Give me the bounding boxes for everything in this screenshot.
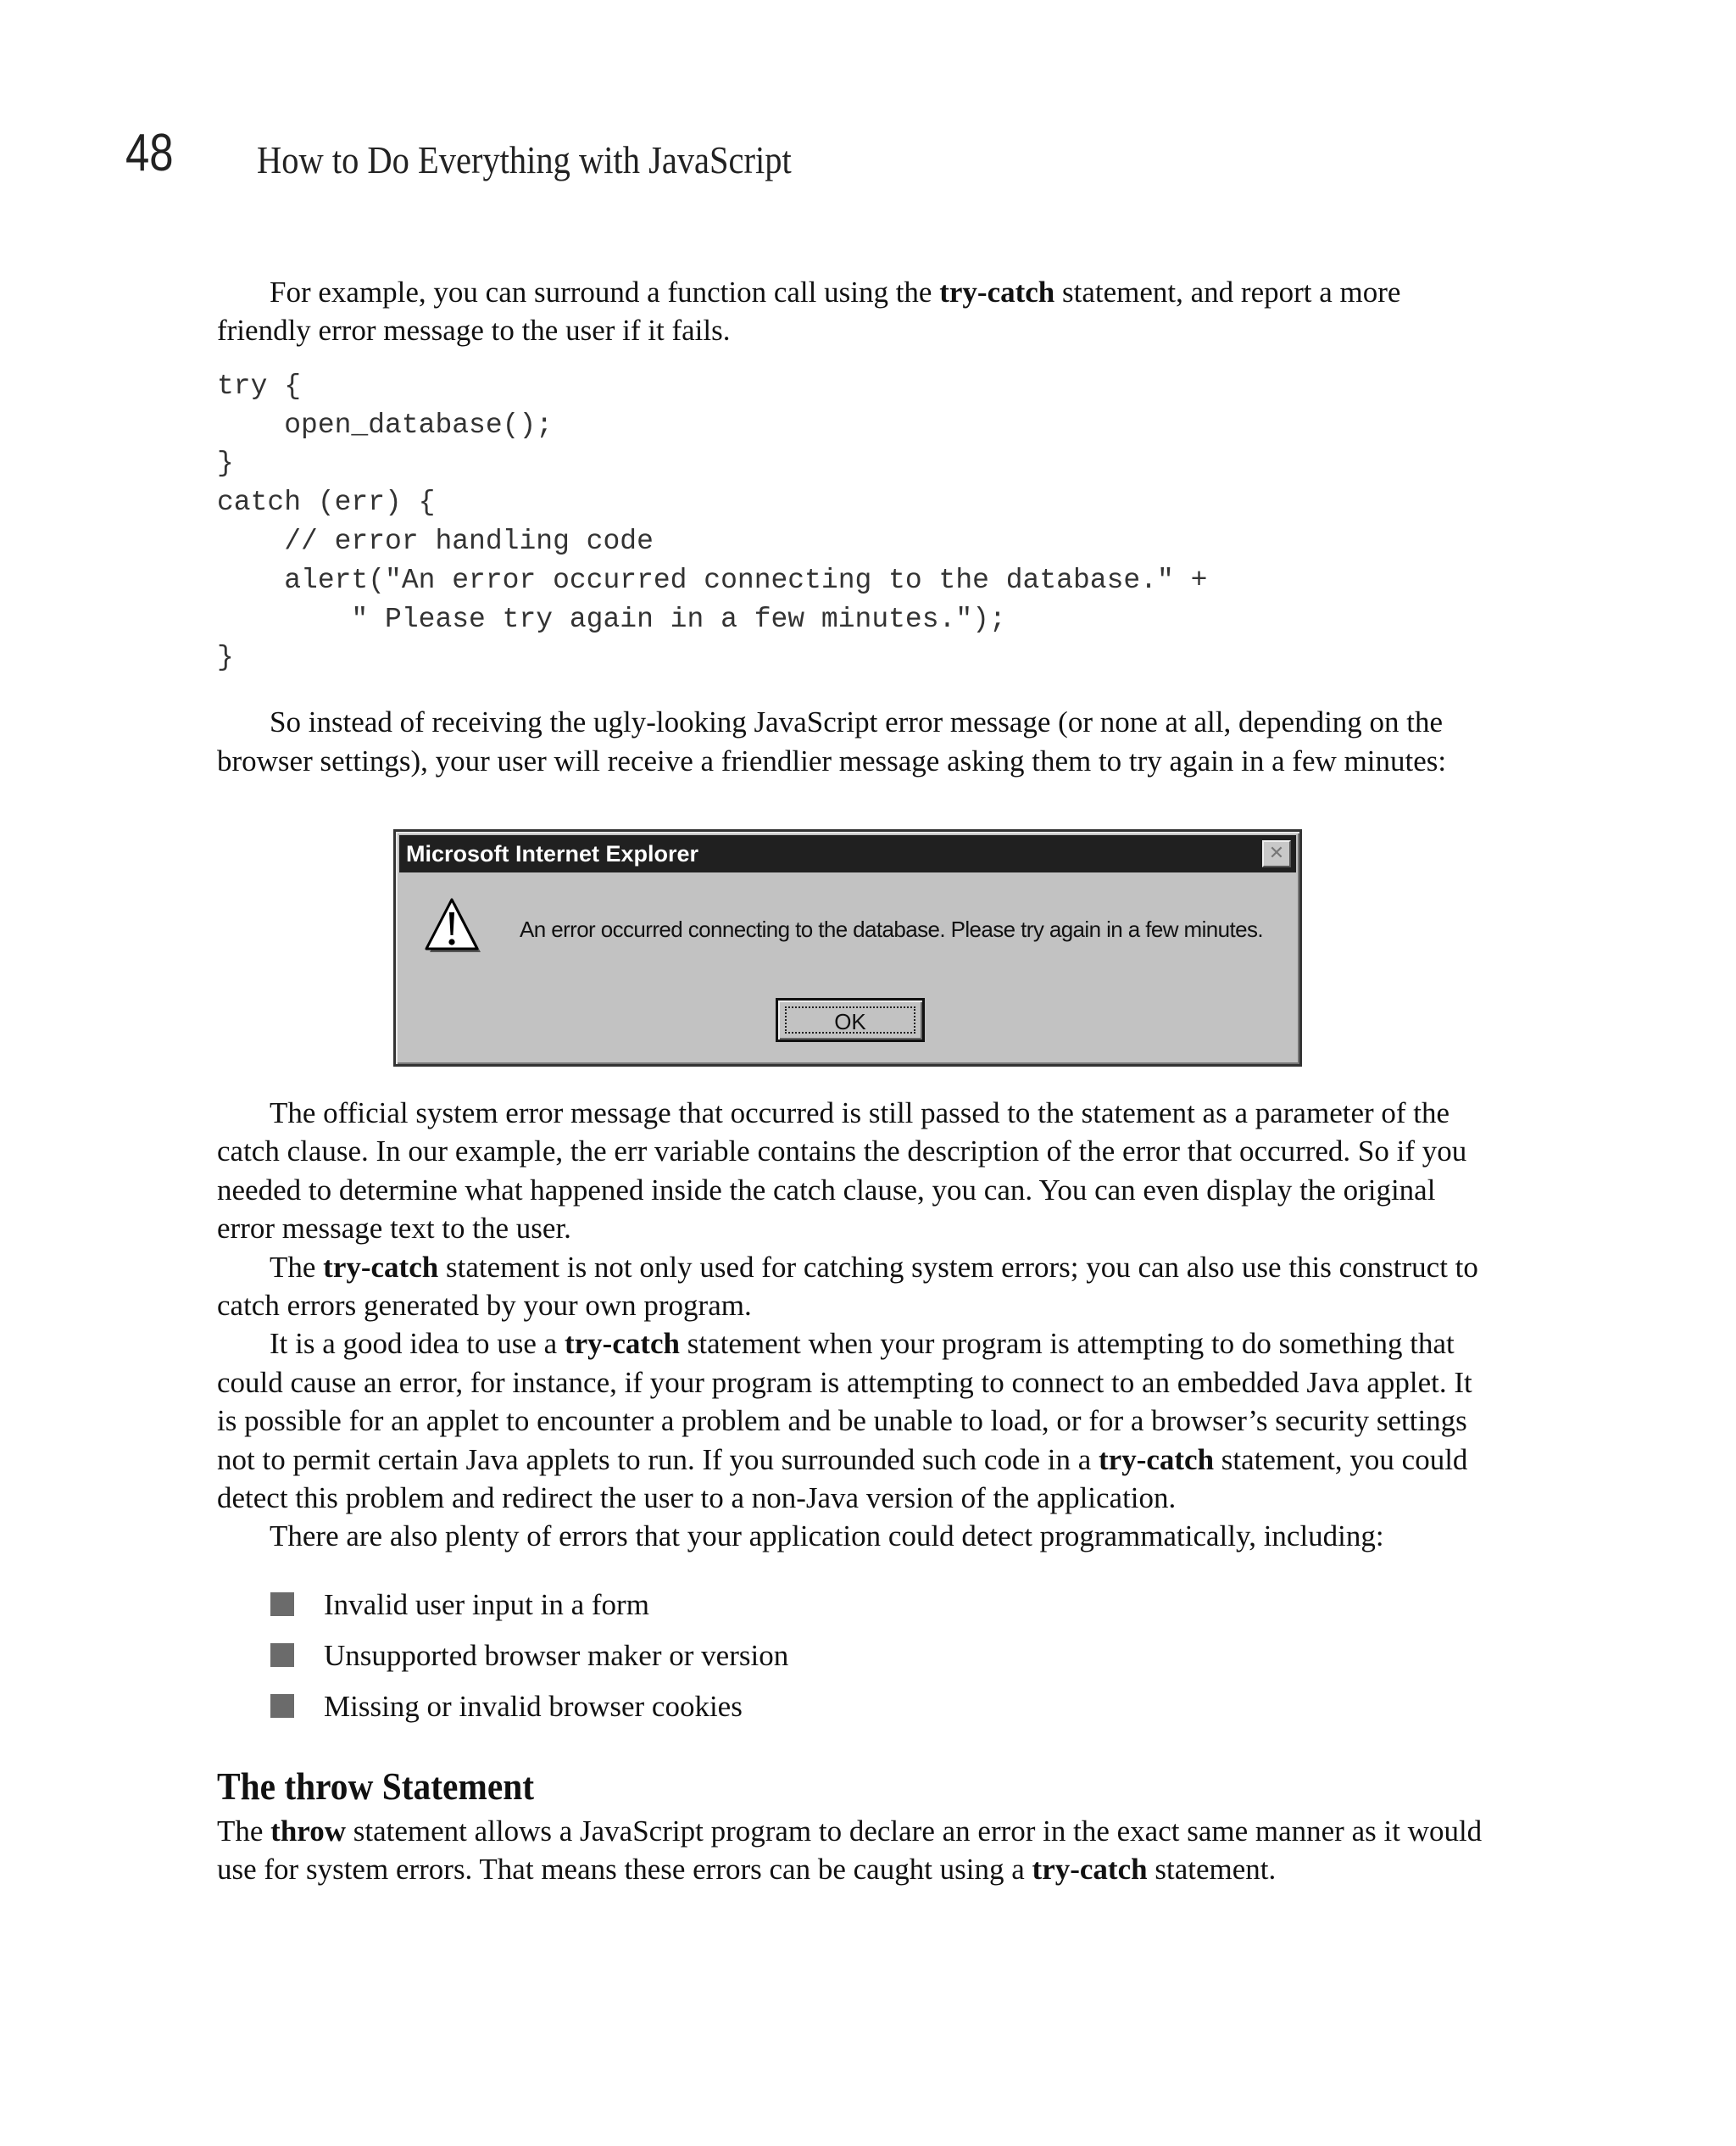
keyword: try-catch bbox=[1032, 1853, 1148, 1887]
keyword: try-catch bbox=[939, 276, 1055, 309]
code-line: } bbox=[217, 642, 234, 674]
close-icon[interactable]: ✕ bbox=[1262, 840, 1291, 867]
text-run: The bbox=[270, 1250, 324, 1284]
ok-button[interactable] bbox=[776, 998, 925, 1042]
paragraph-good-idea bbox=[217, 1324, 1488, 1517]
keyword: try-catch bbox=[564, 1327, 681, 1361]
code-line: try { bbox=[217, 370, 302, 402]
code-line: alert("An error occurred connecting to the database." + bbox=[217, 564, 1208, 596]
text-run: It is a good idea to use a bbox=[270, 1327, 565, 1361]
code-listing bbox=[217, 367, 1488, 677]
code-line: catch (err) { bbox=[217, 487, 436, 519]
list-item bbox=[217, 1580, 1488, 1630]
dialog-titlebar[interactable] bbox=[399, 835, 1296, 872]
warning-icon bbox=[421, 898, 482, 957]
page-body bbox=[217, 273, 1488, 1889]
section-heading: The throw Statement bbox=[217, 1764, 535, 1808]
bullet-list bbox=[217, 1580, 1488, 1732]
text-run: statement. bbox=[1147, 1853, 1277, 1887]
list-item-text: Missing or invalid browser cookies bbox=[324, 1689, 743, 1723]
paragraph-official-error: The official system error message that occurred is still passed to the statement as a parameter of the catch clause. In our example, the err variable contains the description of the error that occurred. So if you needed to determine what happened inside the catch clause, you can. You can even display the original error message text to the user. bbox=[217, 1096, 1467, 1246]
square-bullet-icon bbox=[270, 1643, 294, 1667]
code-line: } bbox=[217, 448, 234, 480]
text-run: statement is not only used for catching system errors; you can also use this construct to catch errors generated by your own program. bbox=[217, 1250, 1478, 1323]
list-item bbox=[217, 1681, 1488, 1732]
square-bullet-icon bbox=[270, 1694, 294, 1718]
code-line: " Please try again in a few minutes."); bbox=[217, 603, 1006, 635]
paragraph-plenty-errors: There are also plenty of errors that your application could detect programmatically, including: bbox=[270, 1519, 1384, 1553]
figure-dialog bbox=[217, 780, 1488, 1094]
keyword: throw bbox=[270, 1814, 346, 1848]
page-number: 48 bbox=[125, 124, 174, 182]
text-run: statement, you could detect this problem and redirect the user to a non-Java version of the application. bbox=[217, 1442, 1468, 1515]
list-item bbox=[217, 1630, 1488, 1681]
code-line: open_database(); bbox=[217, 409, 554, 441]
dialog-title: Microsoft Internet Explorer bbox=[406, 841, 699, 867]
dialog-message: An error occurred connecting to the database. Please try again in a few minutes. bbox=[520, 917, 1263, 942]
text-run: The bbox=[217, 1814, 271, 1848]
paragraph-intro bbox=[217, 273, 1488, 350]
paragraph-explanation: So instead of receiving the ugly-looking JavaScript error message (or none at all, depending on the browser settings), your user will receive a friendlier message asking them to try again in a few minutes: bbox=[217, 705, 1447, 778]
page-header bbox=[125, 124, 1651, 195]
paragraph-throw bbox=[217, 1812, 1488, 1889]
text-run: statement when your program is attempting to do something that could cause an error, for instance, if your program is attempting to connect to an embedded Java applet. It is possible for an applet to encounter a problem and be unable to load, or for a browser’s security settings not to permit certain Java applets to run. If you surrounded such code in a bbox=[217, 1327, 1472, 1476]
keyword: try-catch bbox=[1099, 1442, 1215, 1476]
text-run: statement allows a JavaScript program to declare an error in the exact same manner as it would use for system errors. That means these errors can be caught using a bbox=[217, 1814, 1483, 1887]
code-line: // error handling code bbox=[217, 526, 654, 557]
ok-button-label: OK bbox=[785, 1006, 915, 1034]
text-run: For example, you can surround a function call using the bbox=[270, 276, 940, 309]
list-item-text: Unsupported browser maker or version bbox=[324, 1638, 789, 1672]
paragraph-try-catch-usage bbox=[217, 1248, 1488, 1325]
running-head: How to Do Everything with JavaScript bbox=[257, 138, 792, 181]
keyword: try-catch bbox=[323, 1250, 439, 1284]
alert-dialog bbox=[393, 829, 1302, 1067]
list-item-text: Invalid user input in a form bbox=[324, 1587, 649, 1621]
text-run: statement, and report a more friendly error message to the user if it fails. bbox=[217, 276, 1401, 348]
square-bullet-icon bbox=[270, 1592, 294, 1616]
